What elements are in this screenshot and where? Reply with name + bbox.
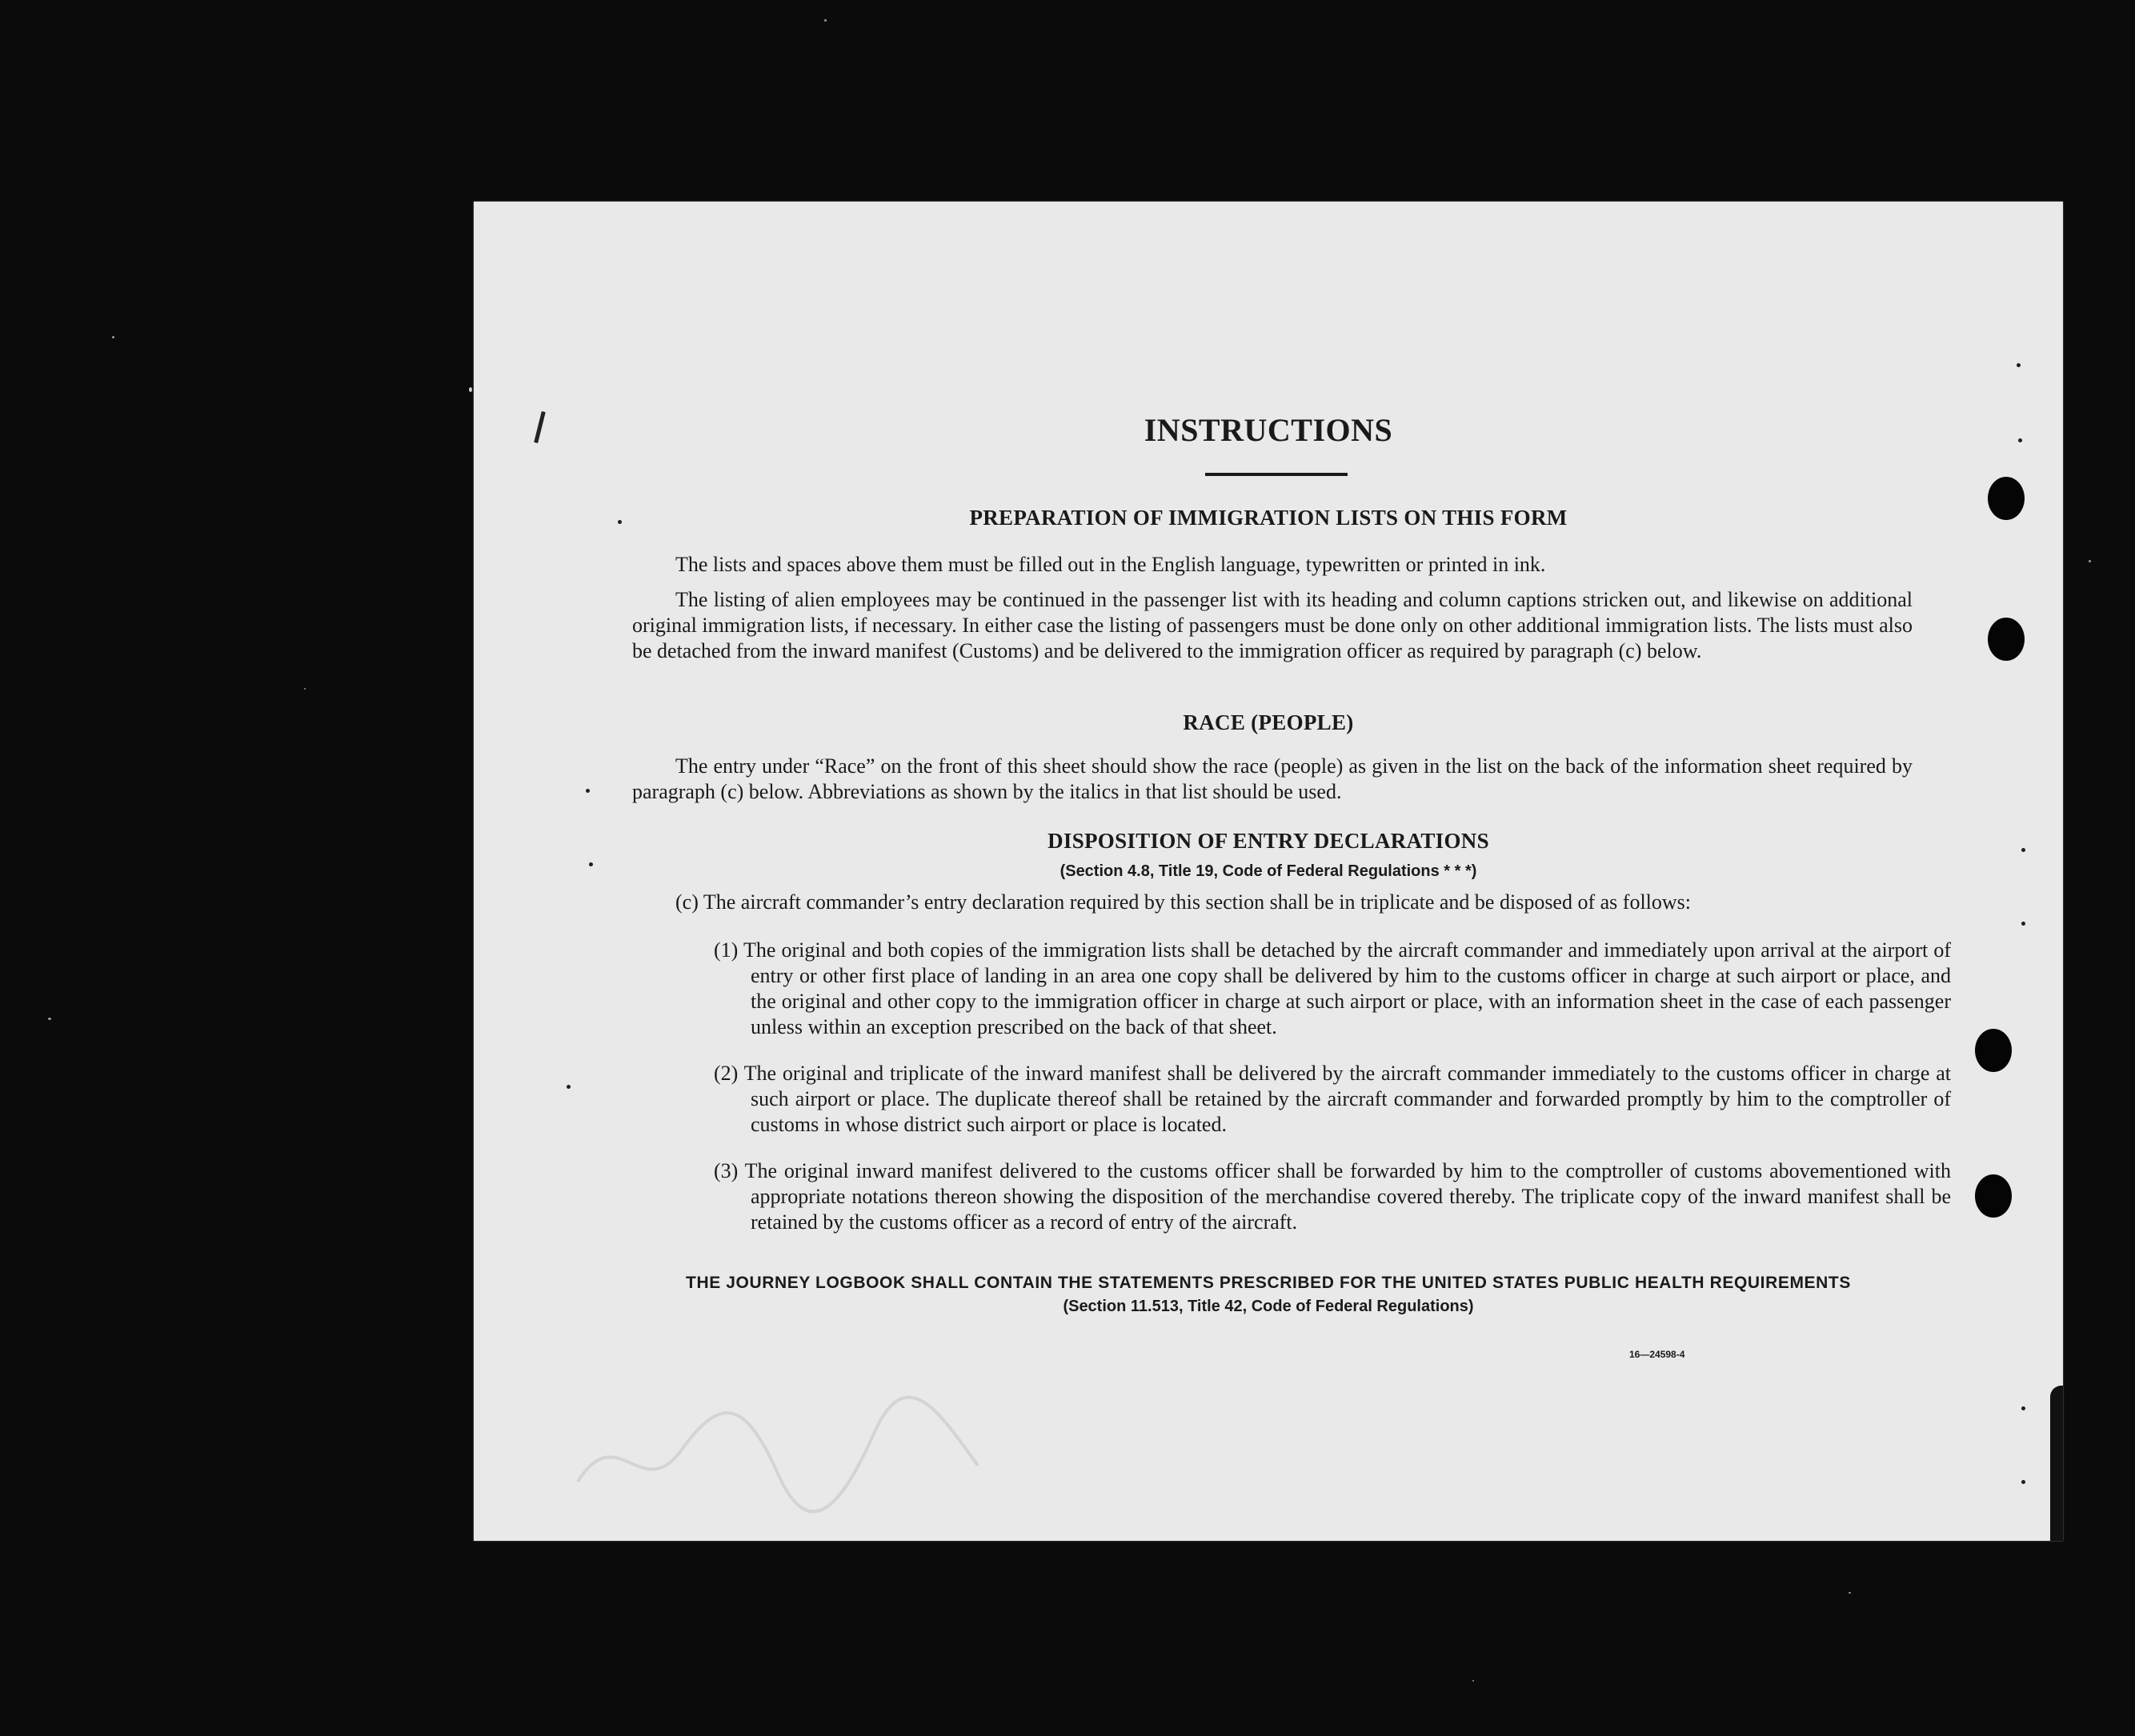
footer-statement: THE JOURNEY LOGBOOK SHALL CONTAIN THE STATEMENTS PRESCRIBED FOR THE UNITED STATES PUBLIC HEALTH REQUIREMENTS <box>686 1274 1851 1292</box>
sheet-edge-shadow <box>2050 1386 2063 1541</box>
stray-dot <box>586 789 590 793</box>
title-underline <box>1205 473 1348 476</box>
dust-speck <box>2089 560 2091 562</box>
dust-speck <box>304 688 306 690</box>
instruction-sheet <box>474 202 2063 1541</box>
paragraph-race: The entry under “Race” on the front of this sheet should show the race (people) as given in the list on the back of the information sheet required by paragraph (c) below. Abbreviations as shown by the italics in that list should be used. <box>632 754 1913 803</box>
stray-dot <box>2021 922 2025 926</box>
dust-speck <box>1472 1680 1474 1682</box>
form-number: 16—24598-4 <box>1629 1349 1685 1360</box>
stray-dot <box>567 1085 571 1089</box>
dust-speck <box>824 19 827 22</box>
dust-speck <box>1849 1592 1851 1594</box>
section-citation-disposition: (Section 4.8, Title 19, Code of Federal Regulations * * *) <box>1059 862 1477 880</box>
punch-hole <box>1988 618 2025 661</box>
dust-speck <box>469 387 472 392</box>
list-item-disposition-2: (2) The original and triplicate of the inward manifest shall be delivered by the aircraft commander immediately to the customs officer in charge at such airport or place. The duplicate thereof shall be retained by the aircraft commander and forwarded promptly by him to the comptroller of customs in whose district such airport or place is located. <box>714 1062 1951 1136</box>
punch-hole <box>1975 1029 2012 1072</box>
dust-speck <box>48 1018 51 1020</box>
section-heading-disposition: DISPOSITION OF ENTRY DECLARATIONS <box>1047 829 1489 853</box>
paragraph-disposition-intro: (c) The aircraft commander’s entry declaration required by this section shall be in triplicate and be disposed of as follows: <box>675 890 1692 914</box>
page-title: INSTRUCTIONS <box>1144 412 1393 448</box>
section-heading-race: RACE (PEOPLE) <box>1183 710 1354 734</box>
paragraph-preparation-2: The listing of alien employees may be continued in the passenger list with its heading and column captions stricken out, and likewise on additional original immigration lists, if necessary. In either case the listing of passengers must be done only on other additional immigration lists. The lists must also be detached from the inward manifest (Customs) and be delivered to the immigration officer as required by paragraph (c) below. <box>632 588 1913 662</box>
paragraph-preparation-1: The lists and spaces above them must be filled out in the English language, typewritten or printed in ink. <box>675 553 1546 576</box>
section-heading-preparation: PREPARATION OF IMMIGRATION LISTS ON THIS FORM <box>969 506 1568 530</box>
list-item-disposition-3: (3) The original inward manifest delivered to the customs officer shall be forwarded by him to the comptroller of customs abovementioned with appropriate notations thereon showing the disposition of the merchandise covered thereby. The triplicate copy of the inward manifest shall be retained by the customs officer as a record of entry of the aircraft. <box>714 1159 1951 1234</box>
footer-citation: (Section 11.513, Title 42, Code of Federal Regulations) <box>1063 1298 1474 1315</box>
list-item-disposition-1: (1) The original and both copies of the immigration lists shall be detached by the aircraft commander and immediately upon arrival at the airport of entry or other first place of landing in an area one copy shall be delivered by him to the customs officer in charge at such airport or place, and the original and other copy to the immigration officer in charge at such airport or place, with an information sheet in the case of each passenger unless within an exception prescribed on the back of that sheet. <box>714 938 1951 1038</box>
punch-hole <box>1975 1174 2012 1218</box>
stray-dot <box>2021 1406 2025 1410</box>
stray-dot <box>2017 363 2021 367</box>
dust-speck <box>112 336 114 338</box>
faint-handwriting <box>570 1386 986 1514</box>
stray-dot <box>2021 1480 2025 1484</box>
